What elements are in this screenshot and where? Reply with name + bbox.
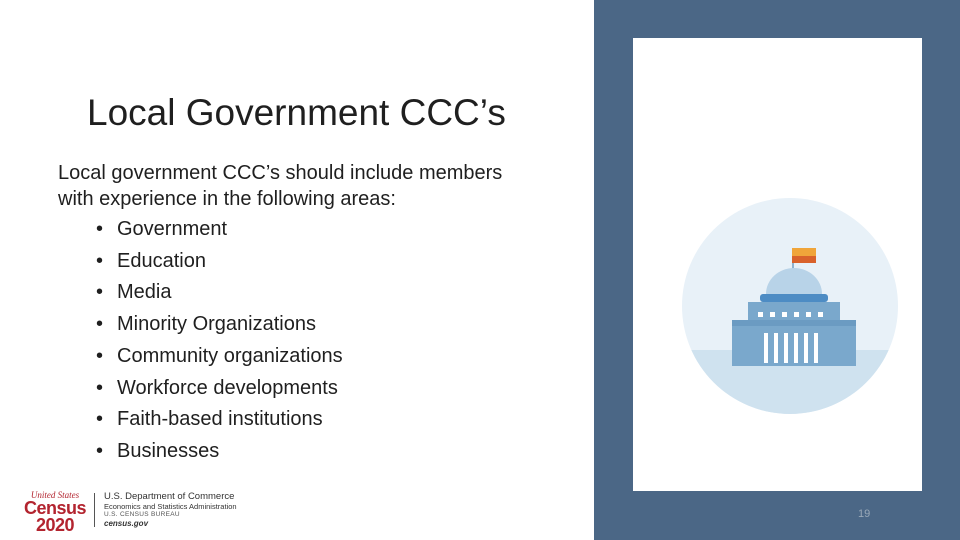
logo-census: Census [23,498,87,518]
intro-line-2: with experience in the following areas: [58,188,396,210]
logo-year: 2020 [35,515,75,535]
intro-text [58,160,578,212]
bullet-item [96,277,343,309]
bullet-dot: • [96,408,104,431]
government-building-icon [678,198,902,414]
dept-line-3: U.S. CENSUS BUREAU [104,511,180,518]
bullet-dot: • [96,281,104,304]
bullet-text: Community organizations [117,344,343,367]
bullet-dot: • [96,218,104,240]
dept-line-2: Economics and Statistics Administration [104,502,237,511]
census-2020-wordmark [22,490,88,533]
intro-line-1: Local government CCC’s should include members [58,162,503,184]
bullet-item [96,373,343,405]
logo-divider [94,493,95,527]
bullet-text: Government [117,218,228,240]
bullet-text: Businesses [117,439,220,462]
bullet-dot: • [96,376,104,399]
bullet-text: Faith-based institutions [117,408,323,431]
bullet-text: Workforce developments [117,376,338,399]
bullet-text: Education [117,249,206,272]
dept-line-4: census.gov [104,519,149,528]
bullet-dot: • [96,344,104,367]
bullet-item [96,341,343,373]
bullet-item [96,404,343,436]
bullet-dot: • [96,313,104,336]
logo-department-text [104,491,237,529]
bullet-item [96,246,343,278]
bullet-text: Media [117,281,172,304]
bullet-dot: • [96,439,104,462]
bullet-item [96,309,343,341]
bullet-dot: • [96,249,104,272]
census-logo [22,490,262,535]
page-number: 19 [858,508,871,520]
logo-united-states: United States [30,490,80,500]
bullet-item [96,214,343,246]
bullet-item [96,436,343,468]
dept-line-1: U.S. Department of Commerce [104,491,235,502]
bullet-text: Minority Organizations [117,313,316,336]
bullet-list [96,214,343,468]
slide-title: Local Government CCC’s [87,92,506,133]
